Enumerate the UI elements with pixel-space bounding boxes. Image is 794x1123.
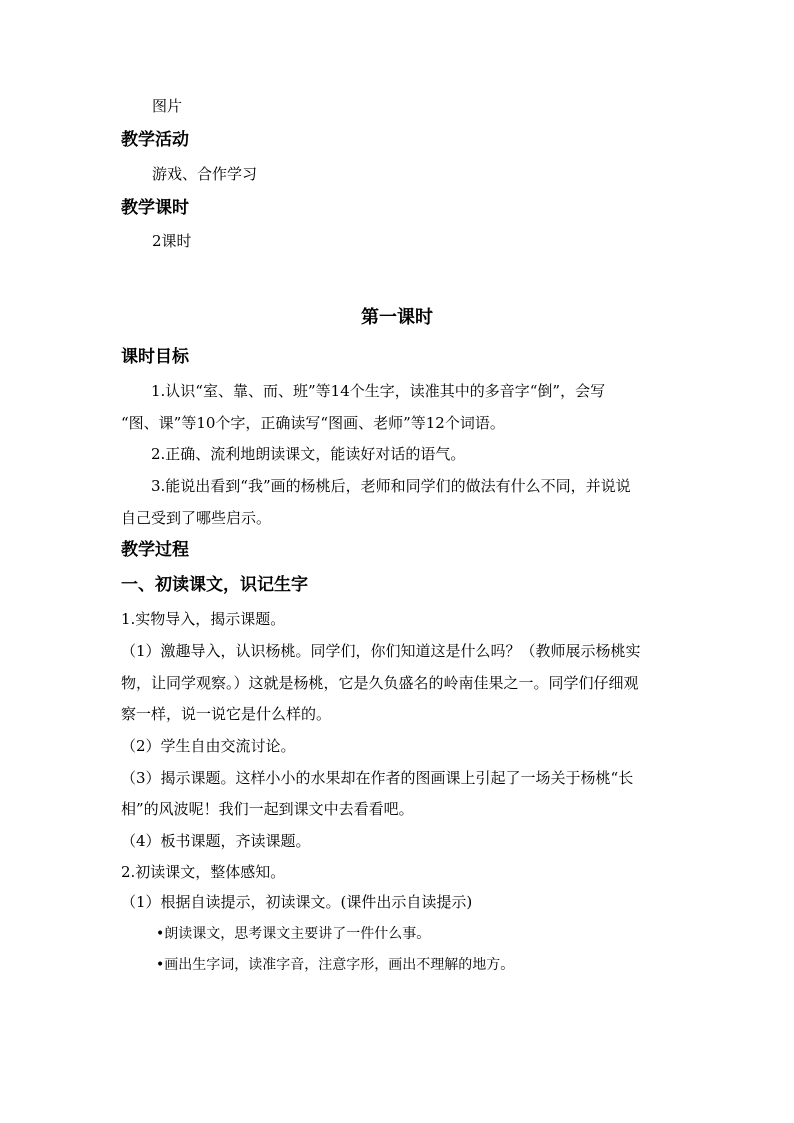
process-line: 察一样，说一说它是什么样的。 — [121, 705, 332, 723]
objective-line: 3.能说出看到“我”画的杨桃后，老师和同学们的做法有什么不同，并说说 — [151, 477, 631, 495]
process-line: 1.实物导入，揭示课题。 — [121, 610, 286, 628]
bullet-item: •朗读课文，思考课文主要讲了一件什么事。 — [156, 926, 431, 942]
objective-line: 自己受到了哪些启示。 — [121, 509, 272, 527]
teaching-hours-text: 2课时 — [152, 232, 192, 250]
process-line: 相”的风波呢！我们一起到课文中去看看吧。 — [121, 800, 414, 818]
process-line: 2.初读课文，整体感知。 — [121, 863, 286, 881]
process-heading: 教学过程 — [121, 540, 189, 560]
process-line: （4）板书课题，齐读课题。 — [121, 832, 311, 850]
objective-line: 2.正确、流利地朗读课文，能读好对话的语气。 — [151, 445, 466, 463]
process-line: （1）根据自读提示，初读课文。(课件出示自读提示) — [121, 893, 473, 911]
section-heading: 一、初读课文，识记生字 — [121, 575, 308, 595]
process-line: （1）激趣导入，认识杨桃。同学们，你们知道这是什么吗？（教师展示杨桃实 — [121, 642, 641, 660]
bullet-item: •画出生字词，读准字音，注意字形，画出不理解的地方。 — [156, 957, 515, 973]
teaching-activity-heading: 教学活动 — [121, 130, 189, 150]
objective-line: “图、课”等10个字，正确读写“图画、老师”等12个词语。 — [121, 414, 505, 432]
teaching-hours-heading: 教学课时 — [121, 198, 189, 218]
process-line: 物，让同学观察。）这就是杨桃，它是久负盛名的岭南佳果之一。同学们仔细观 — [121, 674, 639, 692]
lesson-title: 第一课时 — [361, 307, 433, 328]
objectives-heading: 课时目标 — [121, 347, 189, 367]
materials-item: 图片 — [152, 97, 183, 115]
objective-line: 1.认识“室、靠、而、班”等14个生字，读准其中的多音字“倒”，会写 — [151, 382, 606, 400]
process-line: （3）揭示课题。这样小小的水果却在作者的图画课上引起了一场关于杨桃“长 — [121, 769, 634, 787]
teaching-activity-text: 游戏、合作学习 — [152, 165, 258, 183]
process-line: （2）学生自由交流讨论。 — [121, 737, 296, 755]
